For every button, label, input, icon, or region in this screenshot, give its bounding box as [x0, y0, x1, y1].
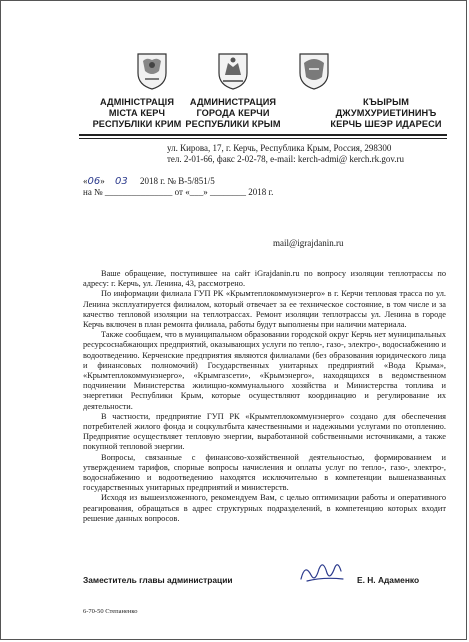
header-russian-line-3: РЕСПУБЛИКИ КРЫМ — [185, 119, 281, 129]
header-crimean-tatar — [321, 97, 451, 130]
header-ukrainian-line-1: АДМІНІСТРАЦІЯ — [99, 97, 175, 107]
outgoing-date-number — [83, 176, 215, 187]
body-paragraph: Также сообщаем, что в муниципальном образовании городской округ Керчь нет муниципальных ресурсоснабжающих предприятий, оказывающих услуги по тепло-, газо-, электро-, водоснабжению и водоотведению. Керченские предприятия являются филиалами (без образования юридического лица и финансовых полномочий) Государственных унитарных предприятий «Вода Крыма», «Крымтеплокоммунэнерго», «Крымгазсети», «Крымэнерго», находящихся в ведомственном подчинении Министерства жилищно-коммунального хозяйства и Министерства топлива и энергетики Республики Крым, которые осуществляют координацию и регулирование их деятельности. — [83, 330, 446, 411]
body-paragraph: Исходя из вышеизложенного, рекомендуем Вам, с целью оптимизации работы и оперативного реагирования, обращаться в адрес структурных подразделений, в компетенцию которых входит решение данных вопросов. — [83, 493, 446, 523]
header-tatar-line-1: КЪЫРЫМ — [363, 97, 409, 107]
coat-of-arms-crimea-icon — [135, 51, 169, 91]
header-tatar-line-2: ДЖУМХУРИЕТИНИНЪ — [335, 108, 437, 118]
contacts-line: тел. 2-01-66, факс 2-02-78, e-mail: kerch-admi@ kerch.rk.gov.ru — [167, 154, 405, 164]
letter-body — [83, 269, 446, 524]
date-day-handwritten: 06 — [87, 176, 101, 187]
date-open-quote: « — [83, 176, 88, 186]
signer-title: Заместитель главы администрации — [83, 575, 233, 585]
executor-note: 6-70-50 Степаненко — [83, 608, 138, 615]
body-paragraph: Вопросы, связанные с финансово-хозяйственной деятельностью, формированием и утверждением тарифов, спорные вопросы начисления и оплаты услуг по тепло-, газо-, электро-, водоснабжению и водоотведению находятся исключительно в компетенции вышеназванных государственных унитарных предприятий и министерств. — [83, 452, 446, 493]
header-divider-thick — [79, 134, 447, 136]
recipient-email: mail@igrajdanin.ru — [273, 238, 344, 248]
date-close-quote: » — [100, 176, 105, 186]
date-month-handwritten: 03 — [114, 176, 128, 187]
coat-of-arms-kerch-icon — [216, 51, 250, 91]
header-russian-line-1: АДМИНИСТРАЦИЯ — [189, 97, 277, 107]
coat-of-arms-crimea-emblem-icon — [297, 51, 331, 91]
header-ukrainian-line-2: МІСТА КЕРЧ — [108, 108, 166, 118]
body-paragraph: Ваше обращение, поступившее на сайт iGrajdanin.ru по вопросу изоляции теплотрассы по адресу: г. Керчь, ул. Ленина, 43, рассмотрено. — [83, 269, 446, 289]
body-paragraph: В частности, предприятие ГУП РК «Крымтеплокоммунэнерго» создано для обеспечения потребителей жилого фонда и соцкультбыта качественными и надежными услугами по отоплению. Предприятие осуществляет тепловую энергии, выработанной собственными источниками, а также покупной тепловой энергии. — [83, 411, 446, 452]
reference-line: на № _______________ от «___» ________ 2018 г. — [83, 187, 274, 197]
header-ukrainian-line-3: РЕСПУБЛІКИ КРИМ — [92, 119, 182, 129]
handwritten-signature — [297, 557, 347, 587]
header-tatar-line-3: КЕРЧЬ ШЕЭР ИДАРЕСИ — [330, 119, 442, 129]
header-russian-line-2: ГОРОДА КЕРЧИ — [196, 108, 270, 118]
header-russian — [173, 97, 293, 130]
header-divider-thin — [79, 138, 447, 139]
signer-name: Е. Н. Адаменко — [357, 575, 420, 585]
address-line: ул. Кирова, 17, г. Керчь, Республика Крым, Россия, 298300 — [167, 143, 392, 153]
body-paragraph: По информации филиала ГУП РК «Крымтеплокоммунэнерго» в г. Керчи тепловая трасса по ул. Ленина эксплуатируется филиалом, который отвечает за ее техническое состояние, в том числе и за качество тепловой изоляции на теплотрассах. Ремонт изоляции теплотрассы ул. Ленина в городе Керчь включен в план ремонта филиала, работы будут выполнены при наличии материала. — [83, 289, 446, 330]
date-year-number: 2018 г. № В-5/851/5 — [139, 176, 215, 186]
